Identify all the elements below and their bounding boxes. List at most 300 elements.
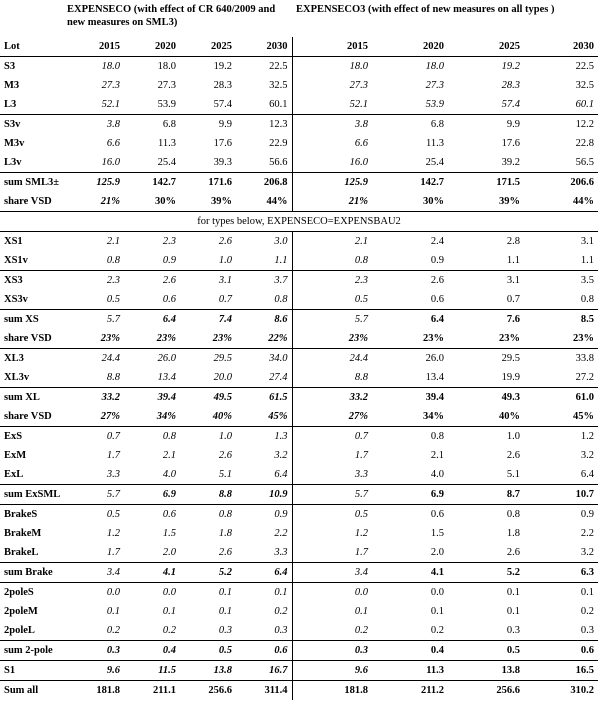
row-label: sum 2-pole	[0, 641, 66, 661]
row-label: 2poleL	[4, 625, 35, 636]
table-row	[0, 621, 598, 641]
value-cell: 1.1	[506, 255, 520, 266]
value-cell: 3.1	[524, 232, 598, 252]
value-cell: 5.1	[218, 469, 232, 480]
value-cell: 0.2	[354, 625, 368, 636]
value-cell: 3.2	[580, 450, 594, 461]
value-cell: 40%	[212, 411, 232, 422]
value-cell: 0.3	[66, 641, 124, 661]
value-cell: 13.8	[448, 661, 524, 681]
value-cell: 30%	[423, 196, 444, 207]
value-cell: 2.6	[372, 271, 448, 291]
value-cell: 1.7	[106, 450, 120, 461]
table-row	[0, 76, 598, 95]
value-cell: 27.3	[425, 80, 444, 91]
value-cell: 45%	[236, 407, 292, 427]
column-header: 2015	[347, 41, 368, 52]
value-cell: 8.6	[236, 310, 292, 330]
value-cell: 0.9	[430, 255, 444, 266]
value-cell: 0.0	[66, 583, 124, 603]
value-cell: 0.2	[236, 602, 292, 621]
value-cell: 23%	[499, 333, 520, 344]
value-cell: 27%	[348, 411, 368, 422]
value-cell: 16.5	[524, 661, 598, 681]
value-cell: 28.3	[501, 80, 520, 91]
row-label: S3v	[0, 115, 66, 135]
column-header-row	[0, 37, 598, 57]
value-cell: 34.0	[236, 349, 292, 369]
row-label: S1	[0, 661, 66, 681]
value-cell: 57.4	[213, 99, 232, 110]
value-cell: 3.3	[236, 543, 292, 563]
row-label: XL3v	[4, 372, 30, 383]
energy-consumption-table	[0, 37, 598, 700]
value-cell: 13.4	[425, 372, 444, 383]
value-cell: 1.1	[236, 251, 292, 271]
value-cell: 60.1	[236, 95, 292, 115]
row-label: Sum all	[0, 681, 66, 701]
table-row	[0, 271, 598, 291]
value-cell: 0.1	[524, 583, 598, 603]
value-cell: 23%	[100, 333, 120, 344]
value-cell: 3.2	[236, 446, 292, 465]
row-label: M3v	[4, 138, 25, 149]
value-cell: 39%	[211, 196, 232, 207]
value-cell: 16.0	[101, 157, 120, 168]
value-cell: 0.9	[524, 505, 598, 525]
value-cell: 4.1	[124, 563, 180, 583]
value-cell: 1.7	[106, 547, 120, 558]
value-cell: 311.4	[236, 681, 292, 701]
value-cell: 39%	[499, 196, 520, 207]
value-cell: 6.4	[124, 310, 180, 330]
value-cell: 24.4	[66, 349, 124, 369]
value-cell: 171.6	[180, 173, 236, 193]
value-cell: 256.6	[448, 681, 524, 701]
value-cell: 4.1	[372, 563, 448, 583]
value-cell: 10.9	[236, 485, 292, 505]
column-header: 2020	[155, 41, 176, 52]
value-cell: 20.0	[213, 372, 232, 383]
value-cell: 5.2	[448, 563, 524, 583]
value-cell: 25.4	[157, 157, 176, 168]
value-cell: 18.0	[292, 57, 372, 77]
value-cell: 1.7	[354, 547, 368, 558]
value-cell: 27.3	[157, 80, 176, 91]
value-cell: 2.6	[180, 232, 236, 252]
value-cell: 0.6	[124, 505, 180, 525]
value-cell: 1.3	[236, 427, 292, 447]
value-cell: 17.6	[213, 138, 232, 149]
value-cell: 32.5	[575, 80, 594, 91]
table-row	[0, 329, 598, 349]
value-cell: 0.5	[448, 641, 524, 661]
value-cell: 8.8	[180, 485, 236, 505]
value-cell: 211.2	[372, 681, 448, 701]
value-cell: 23%	[423, 333, 444, 344]
value-cell: 211.1	[124, 681, 180, 701]
table-row	[0, 602, 598, 621]
value-cell: 2.6	[506, 547, 520, 558]
value-cell: 1.2	[524, 427, 598, 447]
value-cell: 1.0	[448, 427, 524, 447]
value-cell: 53.9	[157, 99, 176, 110]
value-cell: 206.6	[524, 173, 598, 193]
column-header: 2015	[99, 41, 120, 52]
value-cell: 0.8	[354, 255, 368, 266]
value-cell: 0.5	[66, 505, 124, 525]
table-row	[0, 583, 598, 603]
value-cell: 0.1	[180, 583, 236, 603]
table-row	[0, 543, 598, 563]
row-label: L3	[4, 99, 17, 110]
value-cell: 0.1	[448, 583, 524, 603]
value-cell: 0.8	[124, 427, 180, 447]
value-cell: 5.7	[292, 485, 372, 505]
table-row	[0, 173, 598, 193]
value-cell: 22.8	[575, 138, 594, 149]
value-cell: 57.4	[501, 99, 520, 110]
value-cell: 1.8	[506, 528, 520, 539]
value-cell: 6.3	[524, 563, 598, 583]
table-row	[0, 524, 598, 543]
value-cell: 44%	[236, 192, 292, 212]
value-cell: 0.2	[580, 606, 594, 617]
value-cell: 8.5	[524, 310, 598, 330]
value-cell: 0.1	[106, 606, 120, 617]
row-label: BrakeS	[0, 505, 66, 525]
value-cell: 3.5	[524, 271, 598, 291]
value-cell: 0.2	[430, 625, 444, 636]
value-cell: 22.9	[236, 134, 292, 153]
value-cell: 22.5	[524, 57, 598, 77]
value-cell: 23%	[348, 333, 368, 344]
value-cell: 34%	[423, 411, 444, 422]
value-cell: 5.7	[66, 310, 124, 330]
value-cell: 39.4	[372, 388, 448, 408]
value-cell: 39.3	[213, 157, 232, 168]
table-row	[0, 310, 598, 330]
value-cell: 2.1	[430, 450, 444, 461]
value-cell: 2.2	[580, 528, 594, 539]
value-cell: 32.5	[236, 76, 292, 95]
value-cell: 6.9	[372, 485, 448, 505]
value-cell: 27%	[100, 411, 120, 422]
value-cell: 11.5	[124, 661, 180, 681]
column-header: 2030	[236, 37, 292, 57]
value-cell: 0.0	[124, 583, 180, 603]
value-cell: 5.2	[180, 563, 236, 583]
value-cell: 61.5	[236, 388, 292, 408]
value-cell: 0.3	[236, 621, 292, 641]
value-cell: 6.4	[236, 563, 292, 583]
value-cell: 8.8	[106, 372, 120, 383]
value-cell: 9.6	[66, 661, 124, 681]
value-cell: 6.6	[106, 138, 120, 149]
value-cell: 13.4	[157, 372, 176, 383]
value-cell: 3.4	[66, 563, 124, 583]
value-cell: 27.2	[575, 372, 594, 383]
value-cell: 3.3	[106, 469, 120, 480]
value-cell: 0.5	[180, 641, 236, 661]
value-cell: 1.0	[180, 427, 236, 447]
value-cell: 29.5	[180, 349, 236, 369]
value-cell: 6.4	[372, 310, 448, 330]
table-row	[0, 388, 598, 408]
value-cell: 0.3	[506, 625, 520, 636]
value-cell: 61.0	[524, 388, 598, 408]
value-cell: 0.5	[106, 294, 120, 305]
value-cell: 40%	[499, 411, 520, 422]
value-cell: 1.0	[218, 255, 232, 266]
value-cell: 27.3	[101, 80, 120, 91]
value-cell: 30%	[155, 196, 176, 207]
row-label: 2poleS	[0, 583, 66, 603]
value-cell: 39.4	[124, 388, 180, 408]
table-header-groups	[0, 0, 598, 36]
value-cell: 2.0	[162, 547, 176, 558]
value-cell: 0.6	[162, 294, 176, 305]
value-cell: 0.6	[372, 505, 448, 525]
group-header-expenseco3: EXPENSECO3 (with effect of new measures on all types )	[296, 4, 555, 15]
value-cell: 1.2	[106, 528, 120, 539]
value-cell: 142.7	[124, 173, 180, 193]
value-cell: 3.8	[292, 115, 372, 135]
value-cell: 18.0	[124, 57, 180, 77]
value-cell: 49.3	[448, 388, 524, 408]
value-cell: 2.3	[66, 271, 124, 291]
row-label: XL3	[0, 349, 66, 369]
value-cell: 52.1	[349, 99, 368, 110]
table-row	[0, 661, 598, 681]
row-label: S3	[0, 57, 66, 77]
table-row	[0, 251, 598, 271]
value-cell: 11.3	[426, 138, 444, 149]
value-cell: 39.2	[501, 157, 520, 168]
row-label: ExL	[4, 469, 24, 480]
table-row	[0, 505, 598, 525]
row-label: share VSD	[4, 196, 52, 207]
value-cell: 7.6	[448, 310, 524, 330]
value-cell: 2.1	[162, 450, 176, 461]
table-row	[0, 681, 598, 701]
value-cell: 0.9	[162, 255, 176, 266]
value-cell: 23%	[212, 333, 232, 344]
value-cell: 6.8	[372, 115, 448, 135]
value-cell: 142.7	[372, 173, 448, 193]
value-cell: 6.9	[124, 485, 180, 505]
value-cell: 0.5	[354, 294, 368, 305]
table-row	[0, 368, 598, 388]
value-cell: 33.2	[292, 388, 372, 408]
value-cell: 310.2	[524, 681, 598, 701]
row-label: BrakeL	[4, 547, 39, 558]
column-header: 2030	[573, 41, 594, 52]
value-cell: 23%	[156, 333, 176, 344]
value-cell: 5.7	[66, 485, 124, 505]
value-cell: 27.4	[236, 368, 292, 388]
table-row	[0, 465, 598, 485]
value-cell: 0.9	[236, 505, 292, 525]
value-cell: 52.1	[101, 99, 120, 110]
value-cell: 16.0	[349, 157, 368, 168]
value-cell: 8.8	[354, 372, 368, 383]
value-cell: 34%	[156, 411, 176, 422]
table-row	[0, 485, 598, 505]
value-cell: 27.3	[349, 80, 368, 91]
column-header: 2025	[499, 41, 520, 52]
value-cell: 0.4	[124, 641, 180, 661]
value-cell: 2.2	[236, 524, 292, 543]
value-cell: 0.7	[218, 294, 232, 305]
group-header-expenseco: EXPENSECO (with effect of CR 640/2009 and new measures on SML3)	[67, 4, 276, 28]
row-label: BrakeM	[4, 528, 42, 539]
row-label: sum XS	[0, 310, 66, 330]
value-cell: 2.3	[292, 271, 372, 291]
value-cell: 0.7	[506, 294, 520, 305]
value-cell: 6.6	[354, 138, 368, 149]
value-cell: 125.9	[292, 173, 372, 193]
value-cell: 21%	[348, 196, 368, 207]
table-row	[0, 349, 598, 369]
table-row	[0, 57, 598, 77]
value-cell: 0.2	[162, 625, 176, 636]
value-cell: 33.8	[524, 349, 598, 369]
value-cell: 0.1	[354, 606, 368, 617]
value-cell: 0.0	[372, 583, 448, 603]
value-cell: 53.9	[425, 99, 444, 110]
value-cell: 44%	[573, 196, 594, 207]
value-cell: 6.4	[236, 465, 292, 485]
value-cell: 3.7	[236, 271, 292, 291]
row-label: ExM	[4, 450, 27, 461]
value-cell: 1.7	[354, 450, 368, 461]
table-row	[0, 290, 598, 310]
note-row	[0, 212, 598, 232]
value-cell: 18.0	[66, 57, 124, 77]
value-cell: 181.8	[66, 681, 124, 701]
value-cell: 0.6	[236, 641, 292, 661]
value-cell: 26.0	[124, 349, 180, 369]
value-cell: 181.8	[292, 681, 372, 701]
value-cell: 6.8	[124, 115, 180, 135]
table-note: for types below, EXPENSECO=EXPENSBAU2	[0, 212, 598, 232]
value-cell: 0.8	[106, 255, 120, 266]
value-cell: 2.6	[124, 271, 180, 291]
value-cell: 1.5	[162, 528, 176, 539]
value-cell: 26.0	[372, 349, 448, 369]
table-row	[0, 115, 598, 135]
value-cell: 0.6	[524, 641, 598, 661]
value-cell: 29.5	[448, 349, 524, 369]
table-row	[0, 134, 598, 153]
value-cell: 0.1	[506, 606, 520, 617]
value-cell: 0.4	[372, 641, 448, 661]
value-cell: 1.2	[354, 528, 368, 539]
value-cell: 60.1	[575, 99, 594, 110]
value-cell: 0.8	[372, 427, 448, 447]
table-row	[0, 446, 598, 465]
table-row	[0, 563, 598, 583]
value-cell: 49.5	[180, 388, 236, 408]
column-header: Lot	[4, 41, 20, 52]
value-cell: 3.3	[354, 469, 368, 480]
value-cell: 18.0	[372, 57, 448, 77]
column-header: 2020	[423, 41, 444, 52]
value-cell: 1.5	[430, 528, 444, 539]
value-cell: 13.8	[180, 661, 236, 681]
value-cell: 19.2	[180, 57, 236, 77]
value-cell: 2.6	[218, 450, 232, 461]
row-label: ExS	[0, 427, 66, 447]
value-cell: 12.3	[236, 115, 292, 135]
value-cell: 7.4	[180, 310, 236, 330]
value-cell: 3.8	[66, 115, 124, 135]
value-cell: 2.0	[430, 547, 444, 558]
value-cell: 24.4	[292, 349, 372, 369]
row-label: sum XL	[0, 388, 66, 408]
value-cell: 0.0	[292, 583, 372, 603]
value-cell: 0.7	[66, 427, 124, 447]
value-cell: 0.1	[162, 606, 176, 617]
row-label: L3v	[4, 157, 22, 168]
value-cell: 0.8	[236, 290, 292, 310]
row-label: M3	[4, 80, 20, 91]
value-cell: 2.1	[66, 232, 124, 252]
value-cell: 3.1	[180, 271, 236, 291]
value-cell: 19.9	[501, 372, 520, 383]
table-row	[0, 407, 598, 427]
value-cell: 0.8	[180, 505, 236, 525]
value-cell: 2.8	[448, 232, 524, 252]
value-cell: 56.6	[236, 153, 292, 173]
table-row	[0, 95, 598, 115]
value-cell: 3.0	[236, 232, 292, 252]
value-cell: 0.1	[236, 583, 292, 603]
value-cell: 1.8	[218, 528, 232, 539]
table-row	[0, 232, 598, 252]
row-label: XS3v	[4, 294, 28, 305]
value-cell: 17.6	[501, 138, 520, 149]
value-cell: 9.9	[448, 115, 524, 135]
value-cell: 0.3	[218, 625, 232, 636]
column-header: 2025	[211, 41, 232, 52]
value-cell: 9.6	[292, 661, 372, 681]
value-cell: 0.1	[218, 606, 232, 617]
table-row	[0, 192, 598, 212]
value-cell: 0.1	[430, 606, 444, 617]
value-cell: 22.5	[236, 57, 292, 77]
value-cell: 19.2	[448, 57, 524, 77]
value-cell: 0.8	[580, 294, 594, 305]
value-cell: 206.8	[236, 173, 292, 193]
row-label: share VSD	[4, 411, 52, 422]
value-cell: 45%	[573, 411, 594, 422]
value-cell: 0.3	[292, 641, 372, 661]
value-cell: 5.7	[292, 310, 372, 330]
value-cell: 256.6	[180, 681, 236, 701]
value-cell: 3.4	[292, 563, 372, 583]
value-cell: 0.7	[292, 427, 372, 447]
row-label: sum SML3±	[0, 173, 66, 193]
value-cell: 4.0	[430, 469, 444, 480]
value-cell: 11.3	[372, 661, 448, 681]
row-label: XS1	[0, 232, 66, 252]
value-cell: 2.6	[218, 547, 232, 558]
row-label: XS3	[0, 271, 66, 291]
row-label: 2poleM	[4, 606, 38, 617]
value-cell: 11.3	[158, 138, 176, 149]
